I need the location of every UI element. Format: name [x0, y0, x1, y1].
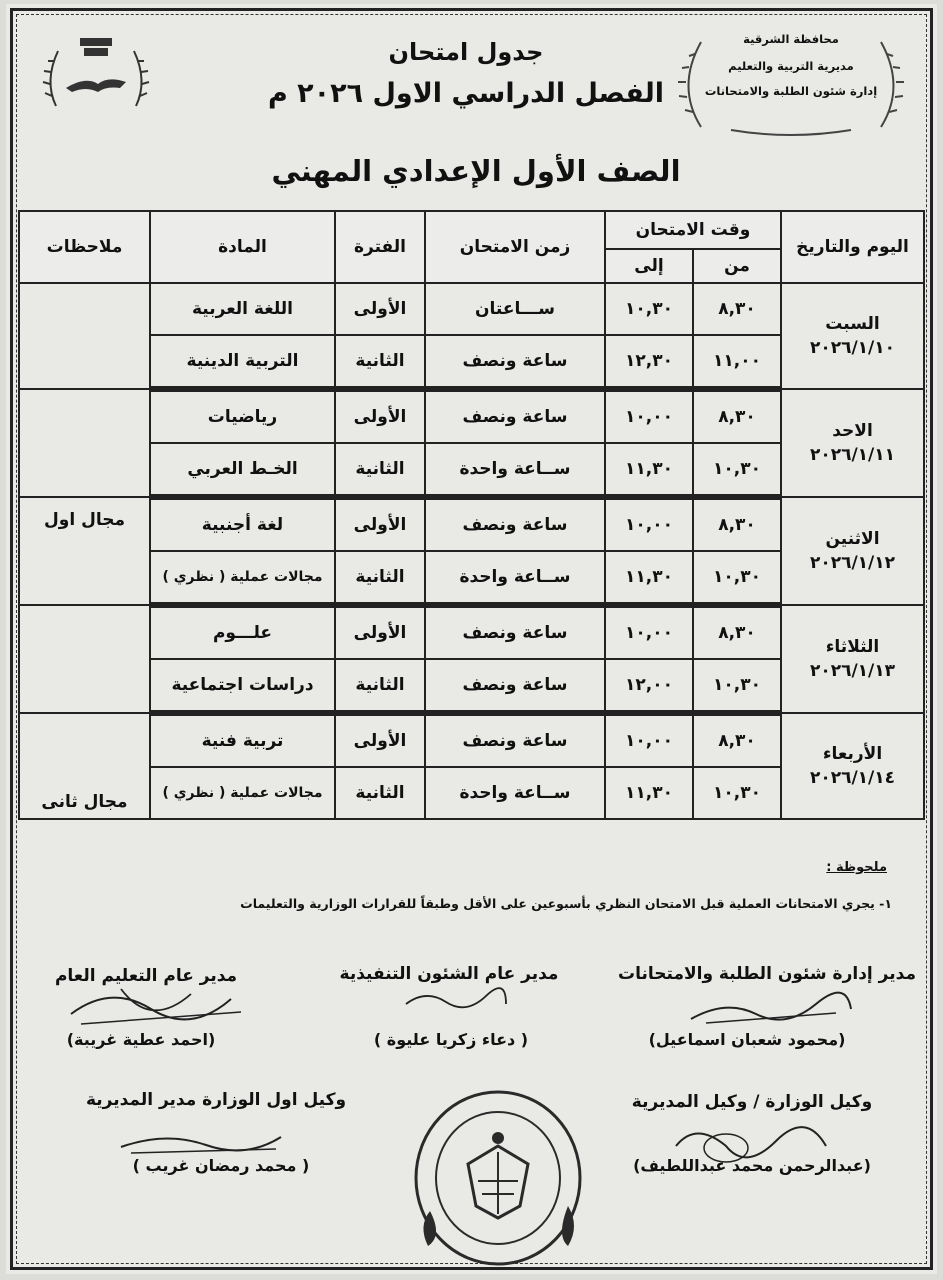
header-duration: زمن الامتحان: [425, 211, 605, 283]
time-from: ٨,٣٠: [693, 497, 781, 551]
exam-date: ٢٠٢٦/١/١١: [809, 445, 896, 465]
day-name: الاثنين: [825, 529, 880, 549]
exam-subject: مجالات عملية ( نظري ): [150, 767, 335, 819]
ministry-logo-icon: [36, 26, 156, 126]
day-date-cell: [781, 497, 924, 605]
first-deputy-name: ( محمد رمضان غريب ): [132, 1156, 310, 1175]
exam-subject: الخـط العربي: [150, 443, 335, 497]
exam-subject: دراسات اجتماعية: [150, 659, 335, 713]
exam-period: الثانية: [335, 659, 425, 713]
exam-period: الأولى: [335, 713, 425, 767]
day-name: الأربعاء: [822, 744, 883, 764]
notes-cell: [19, 389, 150, 497]
org-line-governorate: محافظة الشرقية: [743, 32, 839, 46]
exam-date: ٢٠٢٦/١/١٤: [809, 768, 896, 788]
org-line-directorate: مديرية التربية والتعليم: [728, 59, 854, 73]
time-from: ٨,٣٠: [693, 605, 781, 659]
notes-cell: مجال اول: [19, 497, 150, 605]
exam-duration: ســاعة واحدة: [425, 443, 605, 497]
grade-title: الصف الأول الإعدادي المهني: [271, 154, 681, 188]
exam-duration: ساعة ونصف: [425, 497, 605, 551]
official-seal-icon: [408, 1086, 588, 1266]
edu-director-name: (احمد عطية غريبة): [66, 1030, 216, 1049]
time-from: ١٠,٣٠: [693, 767, 781, 819]
exam-date: ٢٠٢٦/١/١٠: [809, 338, 896, 358]
day-date-cell: [781, 713, 924, 819]
time-to: ١١,٣٠: [605, 443, 693, 497]
header-from: من: [693, 249, 781, 283]
notes-cell: [19, 283, 150, 389]
exam-date: ٢٠٢٦/١/١٢: [809, 553, 896, 573]
exam-duration: ساعة ونصف: [425, 605, 605, 659]
exam-date: ٢٠٢٦/١/١٣: [809, 661, 896, 681]
header-period: الفترة: [335, 211, 425, 283]
exam-subject: لغة أجنبية: [150, 497, 335, 551]
exam-duration: ساعة ونصف: [425, 659, 605, 713]
day-name: الاحد: [832, 421, 873, 441]
deputy-name: (عبدالرحمن محمد عبداللطيف): [633, 1156, 871, 1175]
students-director-title: مدير إدارة شئون الطلبة والامتحانات: [618, 964, 916, 984]
exam-period: الأولى: [335, 283, 425, 335]
exam-duration: ساعة ونصف: [425, 389, 605, 443]
exam-period: الأولى: [335, 389, 425, 443]
time-from: ١٠,٣٠: [693, 551, 781, 605]
time-from: ٨,٣٠: [693, 713, 781, 767]
exam-subject: اللغة العربية: [150, 283, 335, 335]
time-to: ١١,٣٠: [605, 767, 693, 819]
exam-period: الأولى: [335, 605, 425, 659]
time-to: ١٠,٠٠: [605, 713, 693, 767]
time-from: ٨,٣٠: [693, 389, 781, 443]
org-line-department: إدارة شئون الطلبة والامتحانات: [704, 84, 878, 98]
day-date-cell: [781, 605, 924, 713]
time-to: ١٠,٣٠: [605, 283, 693, 335]
document-page: [6, 4, 937, 1274]
time-to: ١٢,٠٠: [605, 659, 693, 713]
exam-schedule-table: [18, 210, 925, 820]
time-to: ١٠,٠٠: [605, 389, 693, 443]
header-to: إلى: [605, 249, 693, 283]
header-exam-time: وقت الامتحان: [605, 211, 781, 249]
time-to: ١١,٣٠: [605, 551, 693, 605]
day-date-cell: [781, 389, 924, 497]
exam-duration: ساعة ونصف: [425, 713, 605, 767]
document-title: جدول امتحان: [388, 38, 544, 66]
notes-cell: [19, 605, 150, 713]
time-from: ١١,٠٠: [693, 335, 781, 389]
notes-cell: مجال ثانى: [19, 713, 150, 819]
header-notes: ملاحظات: [19, 211, 150, 283]
time-to: ١٢,٣٠: [605, 335, 693, 389]
day-name: الثلاثاء: [825, 637, 880, 657]
time-from: ١٠,٣٠: [693, 443, 781, 497]
exam-period: الأولى: [335, 497, 425, 551]
exam-subject: التربية الدينية: [150, 335, 335, 389]
semester-title: الفصل الدراسي الاول ٢٠٢٦ م: [267, 78, 665, 109]
exam-subject: علـــوم: [150, 605, 335, 659]
exam-period: الثانية: [335, 335, 425, 389]
exam-subject: مجالات عملية ( نظري ): [150, 551, 335, 605]
time-to: ١٠,٠٠: [605, 497, 693, 551]
header-day-date: اليوم والتاريخ: [781, 211, 924, 283]
exam-subject: رياضيات: [150, 389, 335, 443]
time-from: ٨,٣٠: [693, 283, 781, 335]
day-name: السبت: [825, 314, 880, 334]
signature-scribble: [401, 984, 511, 1014]
deputy-title: وكيل الوزارة / وكيل المديرية: [631, 1092, 873, 1112]
exam-subject: تربية فنية: [150, 713, 335, 767]
students-director-name: (محمود شعبان اسماعيل): [648, 1030, 846, 1049]
signature-scribble: [61, 974, 251, 1034]
header-subject: المادة: [150, 211, 335, 283]
time-from: ١٠,٣٠: [693, 659, 781, 713]
signature-scribble: [116, 1119, 286, 1159]
exam-duration: ســاعة واحدة: [425, 551, 605, 605]
day-date-cell: [781, 283, 924, 389]
time-to: ١٠,٠٠: [605, 605, 693, 659]
signature-scribble: [686, 989, 856, 1029]
edu-director-title: مدير عام التعليم العام: [54, 966, 238, 986]
exam-duration: ساعة ونصف: [425, 335, 605, 389]
exam-duration: ســـاعتان: [425, 283, 605, 335]
exam-period: الثانية: [335, 551, 425, 605]
exec-director-title: مدير عام الشئون التنفيذية: [339, 964, 559, 984]
exam-period: الثانية: [335, 767, 425, 819]
exec-director-name: ( دعاء زكريا عليوة ): [373, 1030, 529, 1049]
exam-duration: ســاعة واحدة: [425, 767, 605, 819]
first-deputy-title: وكيل اول الوزارة مدير المديرية: [85, 1090, 347, 1110]
note-label: ملحوظة :: [826, 860, 887, 875]
exam-period: الثانية: [335, 443, 425, 497]
note-text: ١- يجري الامتحانات العملية قبل الامتحان النظري بأسبوعين على الأقل وطبقاً للقرارات الوزارية والتعليمات: [240, 896, 892, 911]
